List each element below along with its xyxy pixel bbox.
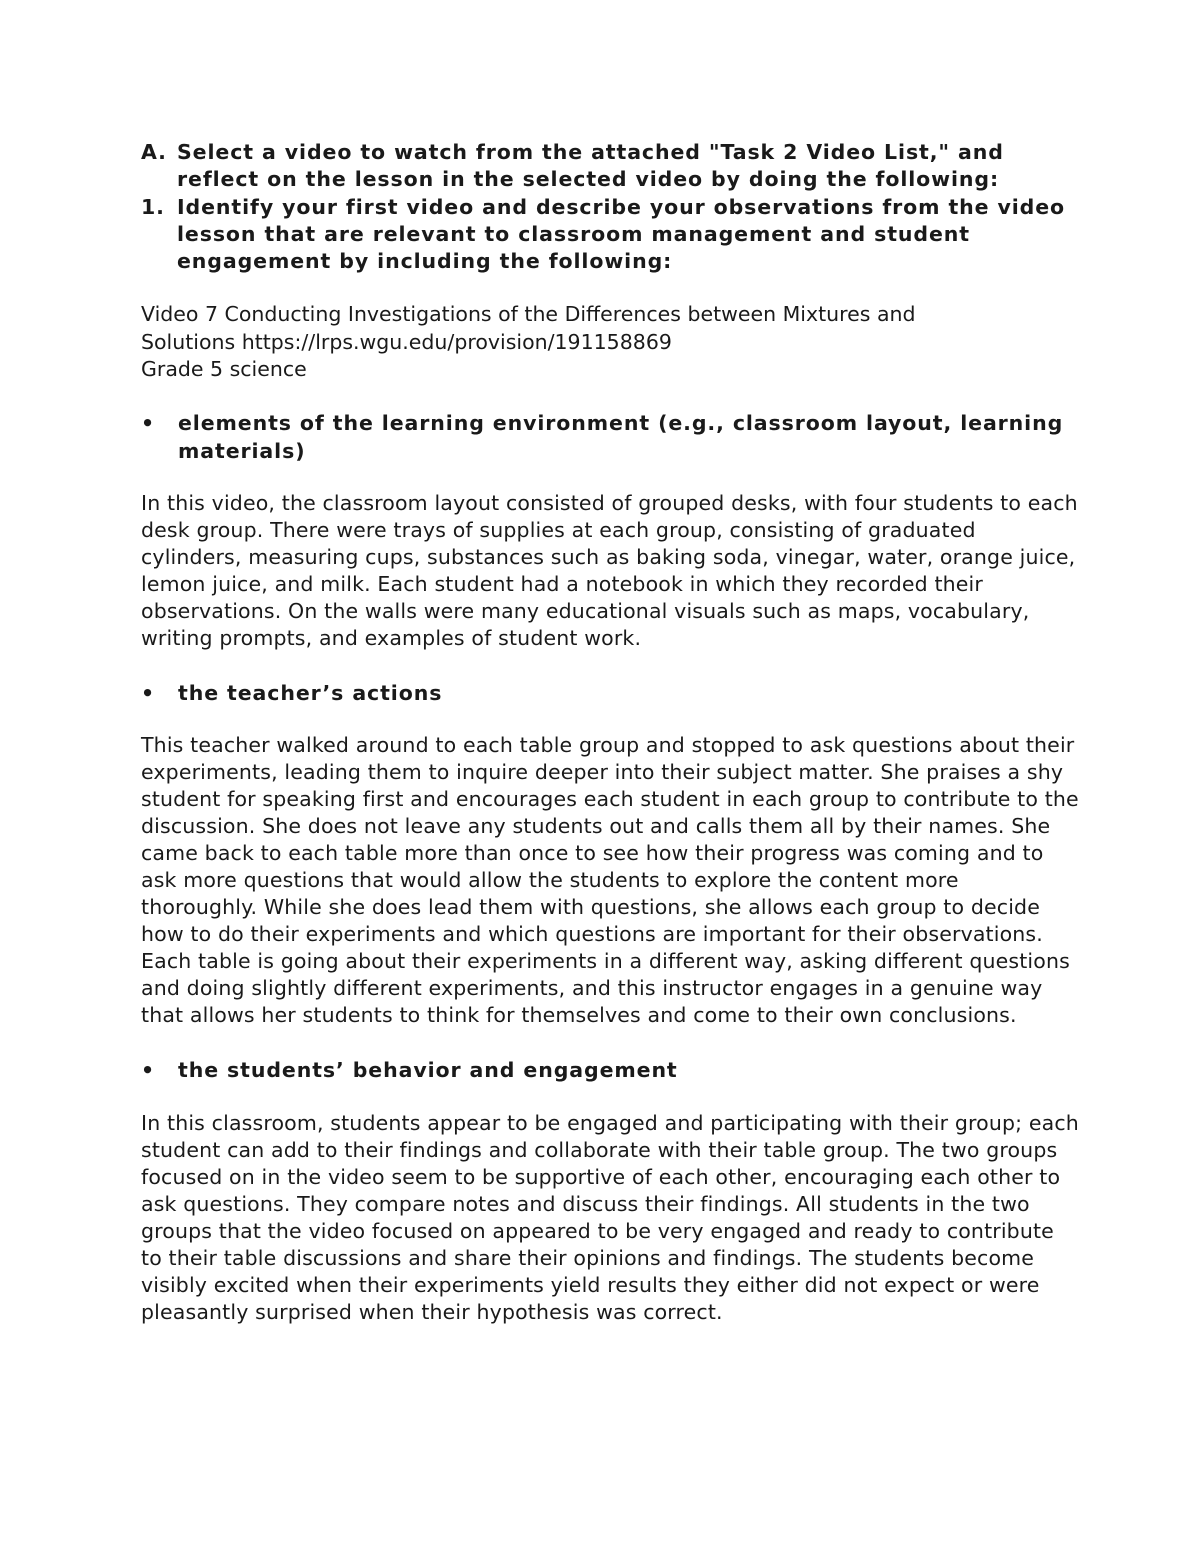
section-heading-text: elements of the learning environment (e.g., classroom layout, learning materials) — [178, 411, 1064, 463]
bullet-marker: • — [141, 1058, 156, 1083]
list-marker: 1. — [141, 194, 165, 219]
section-body-teacher-actions: This teacher walked around to each table group and stopped to ask questions about their experiments, leading them to inquire deeper into their subject matter. She praises a shy student for speaking first and encourages each student in each group to contribute to the discussion. She does not leave any students out and calls them all by their names. She came back to each table more than once to see how their progress was coming and to ask more questions that would allow the students to explore the content more thoroughly. While she does lead them with questions, she allows each group to decide how to do their experiments and which questions are important for their observations. Each table is going about their experiments in a different way, asking different questions and doing slightly different experiments, and this instructor engages in a genuine way that allows her students to think for themselves and come to their own conclusions. — [141, 733, 1079, 1028]
video-grade-line: Grade 5 science — [141, 357, 307, 382]
document-page — [141, 139, 1081, 1326]
prompt-item-1-text: Identify your first video and describe your observations from the video lesson that are relevant to classroom management and student engagement by including the following: — [177, 194, 1066, 274]
video-info — [141, 301, 1081, 383]
section-heading-learning-environment — [141, 410, 1081, 465]
list-marker: A. — [141, 140, 167, 164]
section-heading-teacher-actions — [141, 680, 1081, 707]
prompt-item-a — [141, 139, 1081, 194]
bullet-marker: • — [141, 411, 156, 436]
prompt-item-1 — [141, 194, 1081, 276]
section-body-learning-environment: In this video, the classroom layout consisted of grouped desks, with four students to each desk group. There were trays of supplies at each group, consisting of graduated cylinders, measuring cups, substances such as baking soda, vinegar, water, orange juice, lemon juice, and milk. Each student had a notebook in which they recorded their observations. On the walls were many educational visuals such as maps, vocabulary, writing prompts, and examples of student work. — [141, 490, 1078, 650]
section-heading-student-behavior — [141, 1057, 1081, 1084]
video-url-line: Solutions https://lrps.wgu.edu/provision/191158869 — [141, 329, 672, 354]
section-heading-text: the students’ behavior and engagement — [178, 1058, 678, 1083]
bullet-marker: • — [141, 680, 156, 705]
prompt-item-a-text: Select a video to watch from the attached "Task 2 Video List," and reflect on the lesson in the selected video by doing the following: — [177, 140, 1004, 192]
section-heading-text: the teacher’s actions — [178, 680, 443, 705]
section-body-student-behavior: In this classroom, students appear to be engaged and participating with their group; each student can add to their findings and collaborate with their table group. The two groups focused on in the video seem to be supportive of each other, encouraging each other to ask questions. They compare notes and discuss their findings. All students in the two groups that the video focused on appeared to be very engaged and ready to contribute to their table discussions and share their opinions and findings. The students become visibly excited when their experiments yield results they either did not expect or were pleasantly surprised when their hypothesis was correct. — [141, 1110, 1079, 1324]
video-title-line: Video 7 Conducting Investigations of the Differences between Mixtures and — [141, 302, 916, 327]
